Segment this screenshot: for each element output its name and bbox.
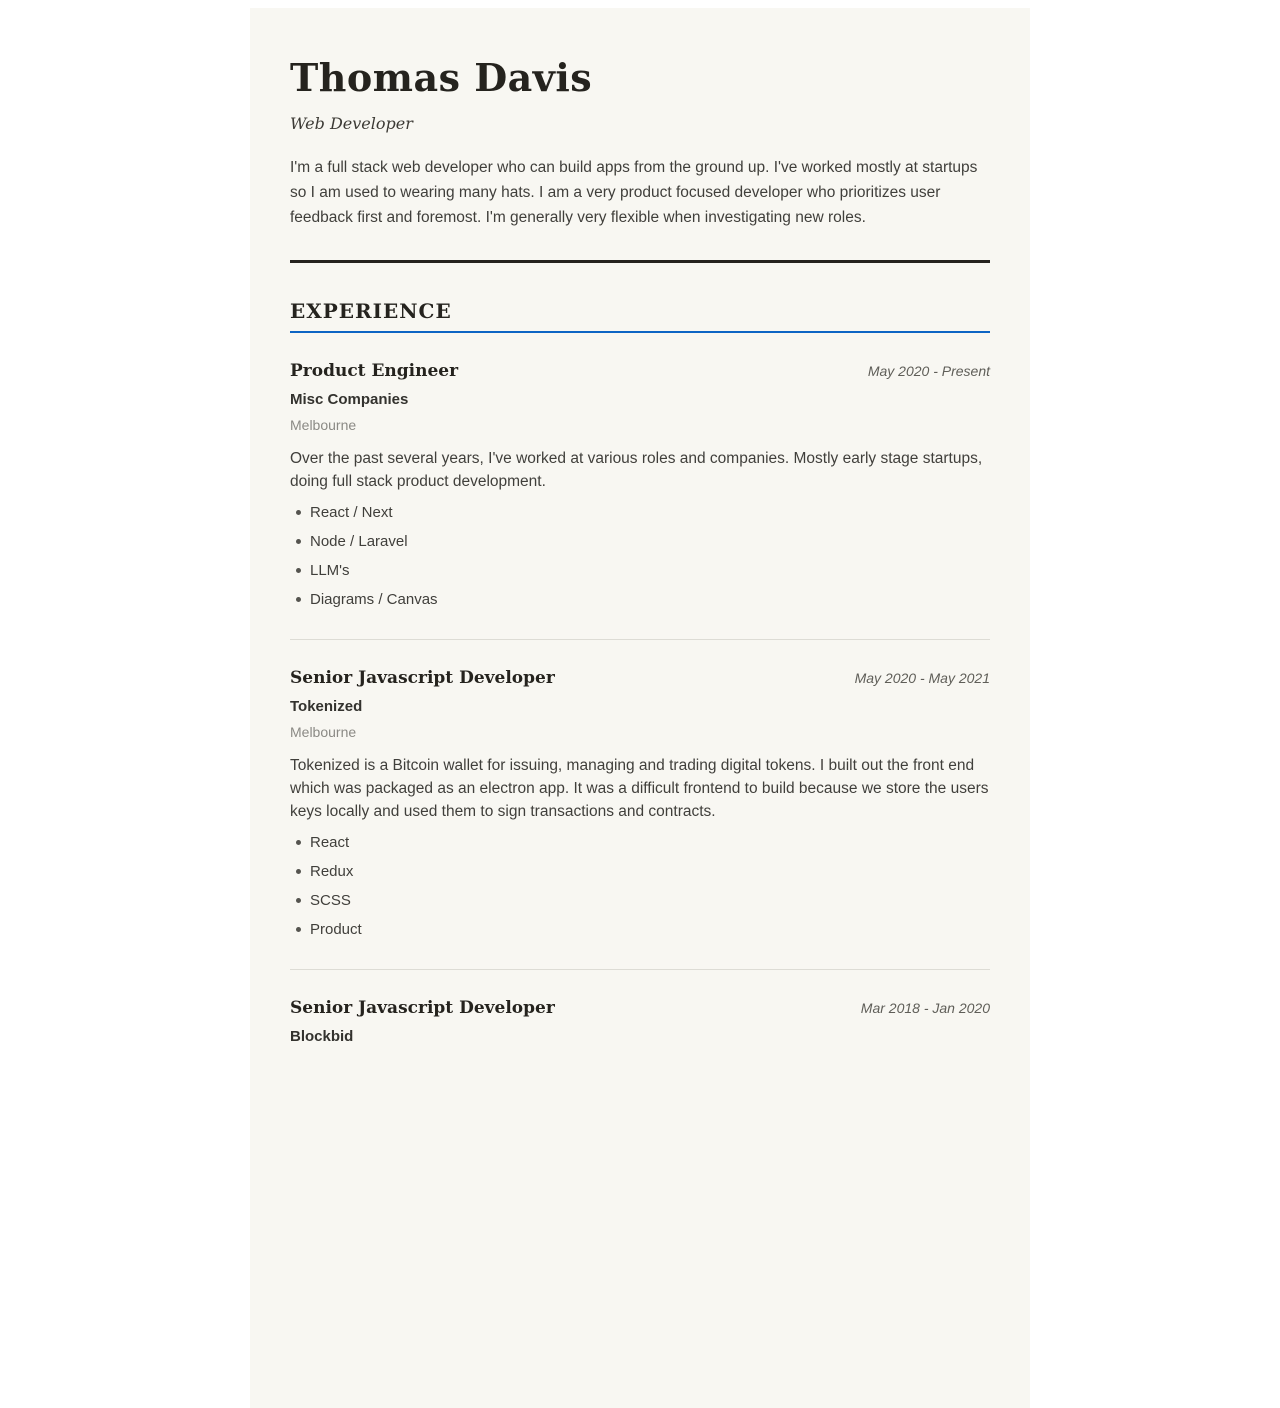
job-dates: May 2020 - May 2021: [854, 669, 990, 686]
highlight-item: React / Next: [290, 503, 990, 522]
job-position: Senior Javascript Developer: [290, 667, 555, 688]
job-highlights: [290, 833, 990, 939]
job-location: Melbourne: [290, 723, 357, 740]
job-company: Misc Companies: [290, 390, 409, 408]
highlight-item: LLM's: [290, 561, 990, 580]
job-location: Melbourne: [290, 416, 357, 433]
header-divider: [290, 260, 990, 263]
jobs-list: [290, 333, 990, 1075]
job-position: Product Engineer: [290, 360, 459, 381]
experience-section: [290, 299, 990, 1075]
job-company: Blockbid: [290, 1027, 354, 1045]
job-entry: [290, 333, 990, 639]
candidate-summary: I'm a full stack web developer who can build apps from the ground up. I've worked mostly at startups so I am used to wearing many hats. I am a very product focused developer who prioritizes user feedback first and foremost. I'm generally very flexible when investigating new roles.: [290, 158, 978, 226]
job-company: Tokenized: [290, 697, 363, 715]
resume-card: [250, 8, 1030, 1408]
candidate-name: Thomas Davis: [290, 55, 593, 100]
highlight-item: Diagrams / Canvas: [290, 590, 990, 609]
highlight-item: SCSS: [290, 891, 990, 910]
job-header: [290, 998, 990, 1018]
job-entry: [290, 969, 990, 1075]
job-entry: [290, 639, 990, 969]
highlight-item: Node / Laravel: [290, 532, 990, 551]
highlight-item: React: [290, 833, 990, 852]
candidate-title: Web Developer: [290, 113, 413, 133]
resume-header: [290, 55, 990, 230]
job-dates: May 2020 - Present: [867, 362, 990, 379]
job-header: [290, 361, 990, 381]
job-highlights: [290, 503, 990, 609]
job-summary: Tokenized is a Bitcoin wallet for issuing, managing and trading digital tokens. I built out the front end which was packaged as an electron app. It was a difficult frontend to build because we store the users keys locally and used them to sign transactions and contracts.: [290, 756, 989, 820]
job-summary: Over the past several years, I've worked at various roles and companies. Mostly early stage startups, doing full stack product development.: [290, 449, 983, 490]
job-dates: Mar 2018 - Jan 2020: [860, 999, 990, 1016]
job-position: Senior Javascript Developer: [290, 997, 555, 1018]
section-title-experience: EXPERIENCE: [290, 299, 990, 333]
highlight-item: Redux: [290, 862, 990, 881]
highlight-item: Product: [290, 920, 990, 939]
job-header: [290, 668, 990, 688]
